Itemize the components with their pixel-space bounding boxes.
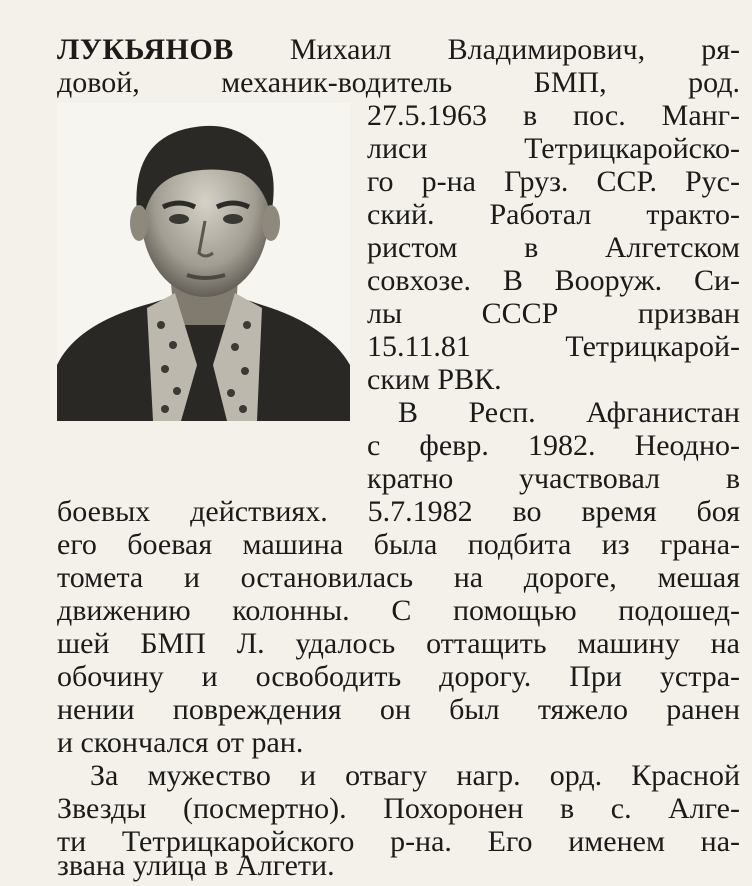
text-line-6: ский. Работал тракто- xyxy=(367,198,740,231)
text-line-11: ским РВК. xyxy=(367,363,502,396)
text-line-19: шей БМП Л. удалось оттащить машину на xyxy=(57,627,740,660)
portrait-illustration xyxy=(57,103,350,421)
text-line-13: с февр. 1982. Неодно- xyxy=(367,429,740,462)
text-line-15: боевых действиях. 5.7.1982 во время боя xyxy=(57,495,740,528)
text-line-1-rest: Михаил Владимирович, ря- xyxy=(289,33,740,66)
text-line-9: лы СССР призван xyxy=(367,297,740,330)
text-line-12: В Респ. Афганистан xyxy=(398,396,740,429)
text-line-16: его боевая машина была подбита из грана- xyxy=(57,528,740,561)
text-line-24: Звезды (посмертно). Похоронен в с. Алге- xyxy=(57,792,740,825)
text-line-5: го р-на Груз. ССР. Рус- xyxy=(367,165,740,198)
text-line-20: обочину и освободить дорогу. При устра- xyxy=(57,660,740,693)
text-line-10: 15.11.81 Тетрицкарой- xyxy=(367,330,740,363)
text-line-7: ристом в Алгетском xyxy=(367,231,740,264)
text-line-22: и скончался от ран. xyxy=(57,726,304,759)
text-line-26: звана улица в Алгети. xyxy=(57,849,335,882)
text-line-4: лиси Тетрицкаройско- xyxy=(367,132,740,165)
text-line-3: 27.5.1963 в пос. Манг- xyxy=(367,99,740,132)
text-line-2: довой, механик-водитель БМП, род. xyxy=(57,66,740,99)
text-line-14: кратно участвовал в xyxy=(367,462,740,495)
text-line-17: томета и остановилась на дороге, мешая xyxy=(57,561,740,594)
text-line-18: движению колонны. С помощью подошед- xyxy=(57,594,740,627)
surname: ЛУКЬЯНОВ xyxy=(57,33,234,66)
portrait-photo xyxy=(57,103,350,421)
text-line-21: нении повреждения он был тяжело ранен xyxy=(57,693,740,726)
text-line-8: совхозе. В Вооруж. Си- xyxy=(367,264,740,297)
text-line-1 xyxy=(57,33,740,67)
text-line-23: За мужество и отвагу нагр. орд. Красной xyxy=(90,759,740,792)
text-line-25: ти Тетрицкаройского р-на. Его именем на- xyxy=(57,825,740,858)
